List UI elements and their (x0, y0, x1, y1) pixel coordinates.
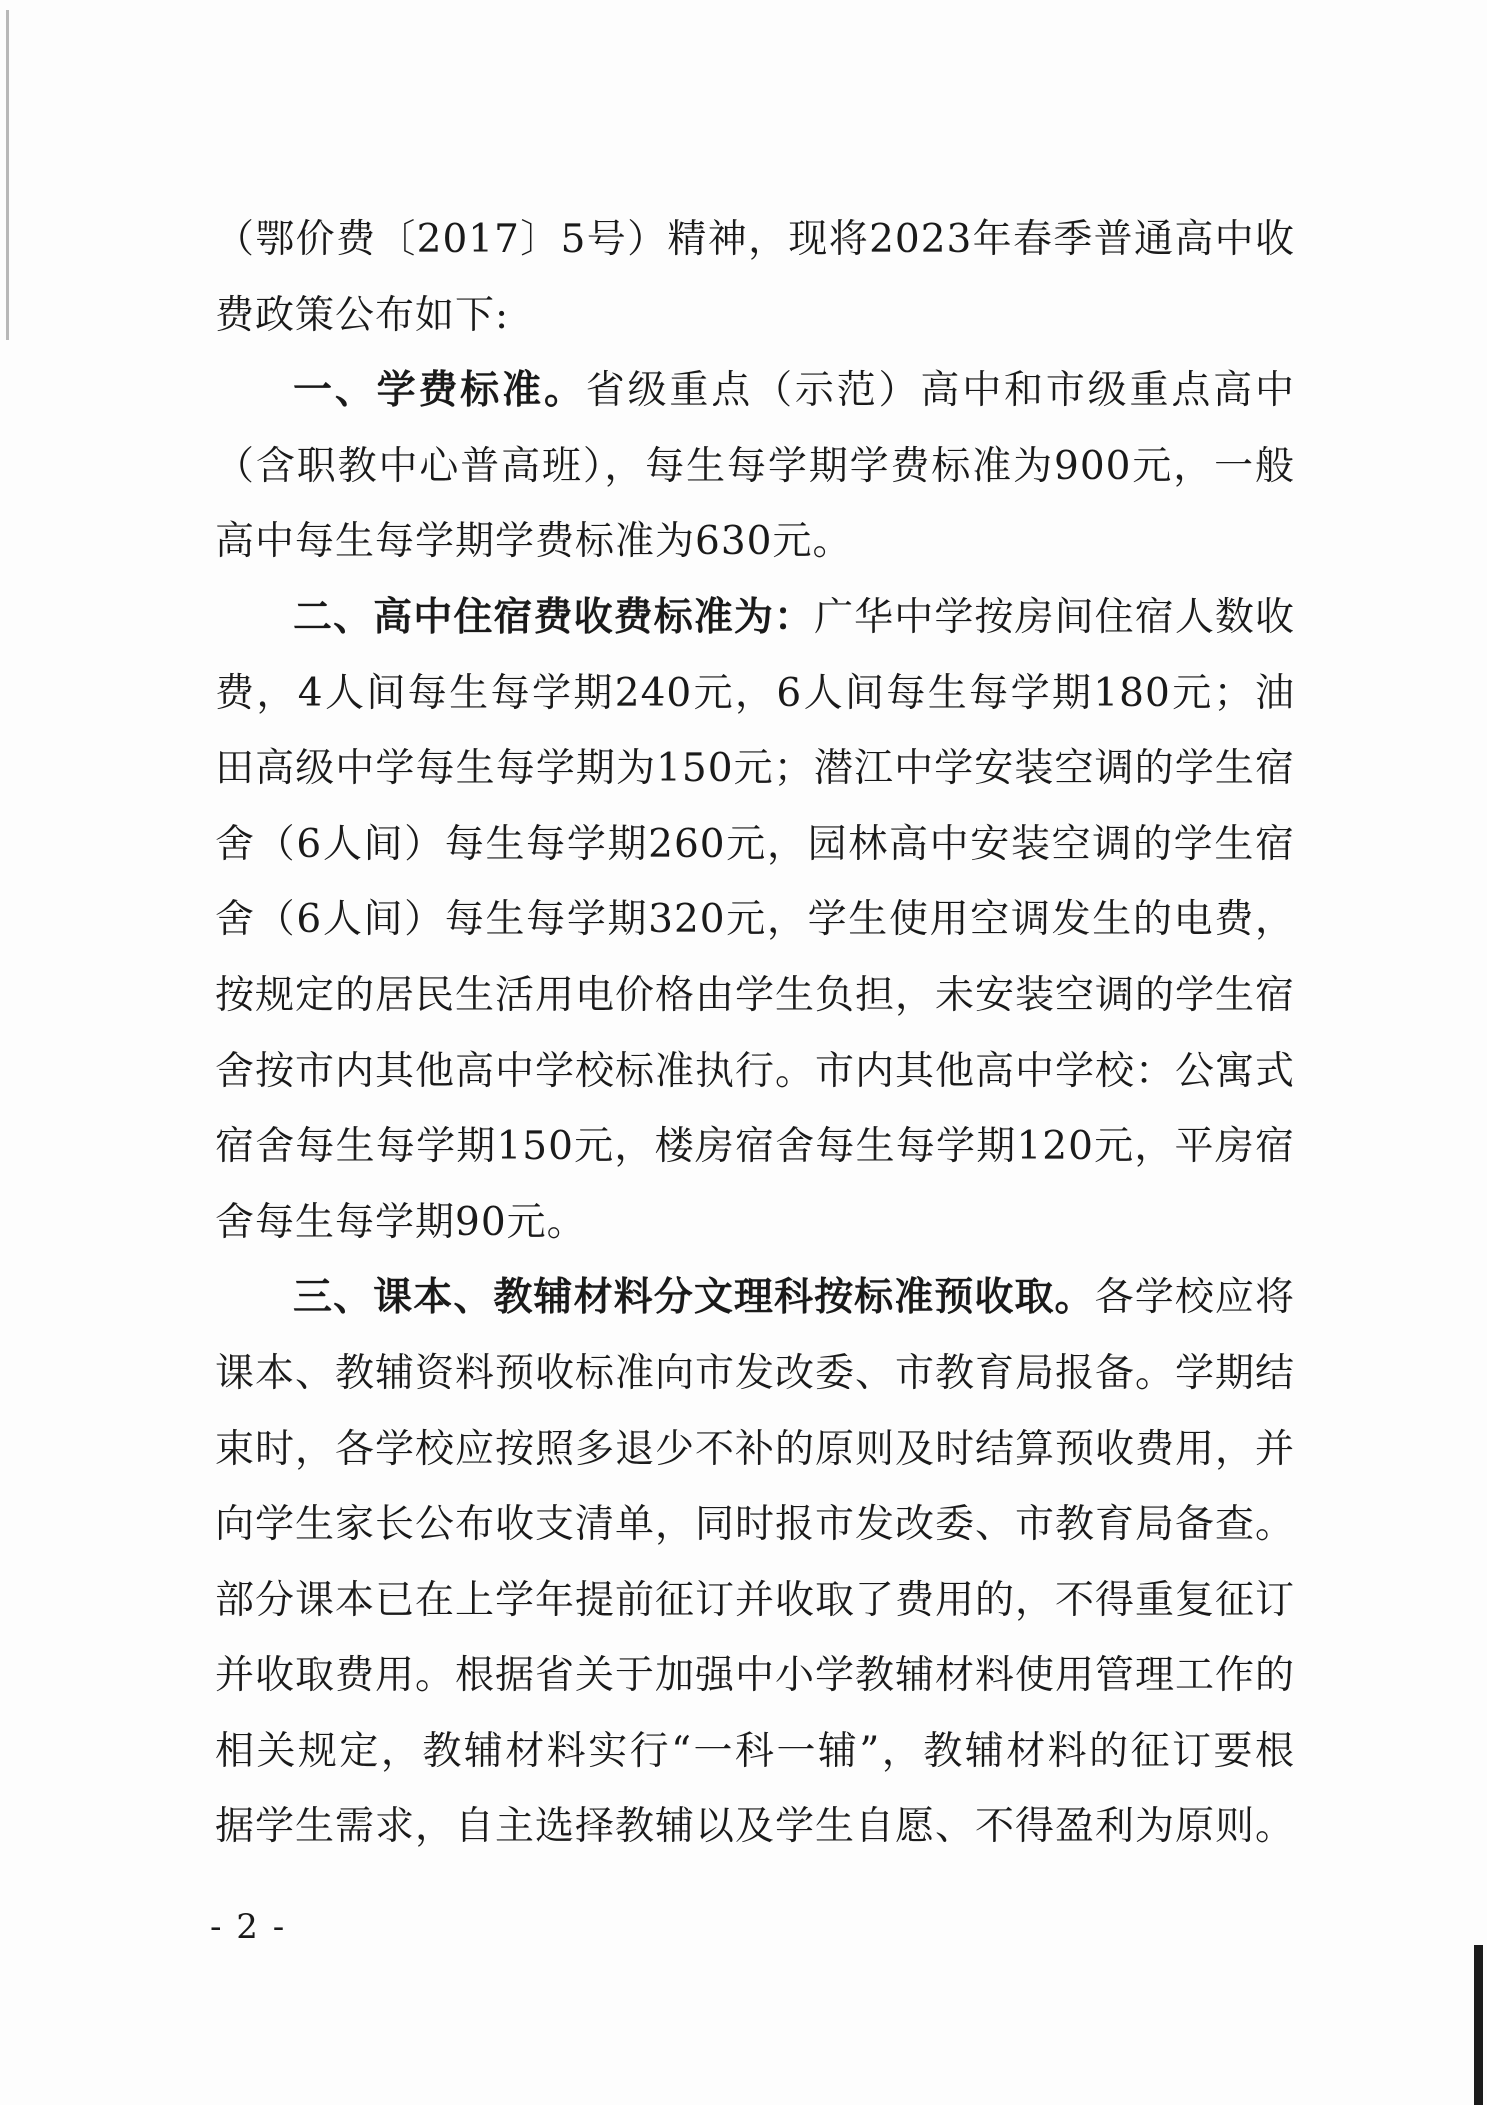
document-body (215, 202, 1295, 1865)
section-body-tuition: 省级重点（示范）高中和市级重点高中（含职教中心普高班），每生每学期学费标准为900元，一般高中每生每学期学费标准为630元。 (215, 368, 1295, 565)
section-body-textbooks: 各学校应将课本、教辅资料预收标准向市发改委、市教育局报备。学期结束时，各学校应按照多退少不补的原则及时结算预收费用，并向学生家长公布收支清单，同时报市发改委、市教育局备查。部分课本已在上学年提前征订并收取了费用的，不得重复征订并收取费用。根据省关于加强中小学教辅材料使用管理工作的相关规定，教辅材料实行“一科一辅”，教辅材料的征订要根据学生需求，自主选择教辅以及学生自愿、不得盈利为原则。 (215, 1275, 1296, 1850)
page-number: - 2 - (210, 1907, 287, 1947)
section-heading-textbooks: 三、课本、教辅材料分文理科按标准预收取。 (293, 1275, 1095, 1321)
section-heading-tuition: 一、学费标准。 (293, 368, 586, 414)
section-tuition (215, 353, 1295, 580)
opening-paragraph: （鄂价费〔2017〕5号）精神，现将2023年春季普通高中收费政策公布如下: (215, 217, 1295, 338)
section-heading-accommodation: 二、高中住宿费收费标准为： (293, 594, 815, 640)
scan-edge-right (1474, 1945, 1483, 2105)
section-body-accommodation: 广华中学按房间住宿人数收费，4人间每生每学期240元，6人间每生每学期180元；油田高级中学每生每学期为150元；潜江中学安装空调的学生宿舍（6人间）每生每学期260元，园林高中安装空调的学生宿舍（6人间）每生每学期320元，学生使用空调发生的电费，按规定的居民生活用电价格由学生负担，未安装空调的学生宿舍按市内其他高中学校标准执行。市内其他高中学校：公寓式宿舍每生每学期150元，楼房宿舍每生每学期120元，平房宿舍每生每学期90元。 (215, 594, 1296, 1245)
scan-edge-left (6, 10, 9, 340)
section-textbooks (215, 1260, 1295, 1865)
section-accommodation (215, 580, 1295, 1260)
